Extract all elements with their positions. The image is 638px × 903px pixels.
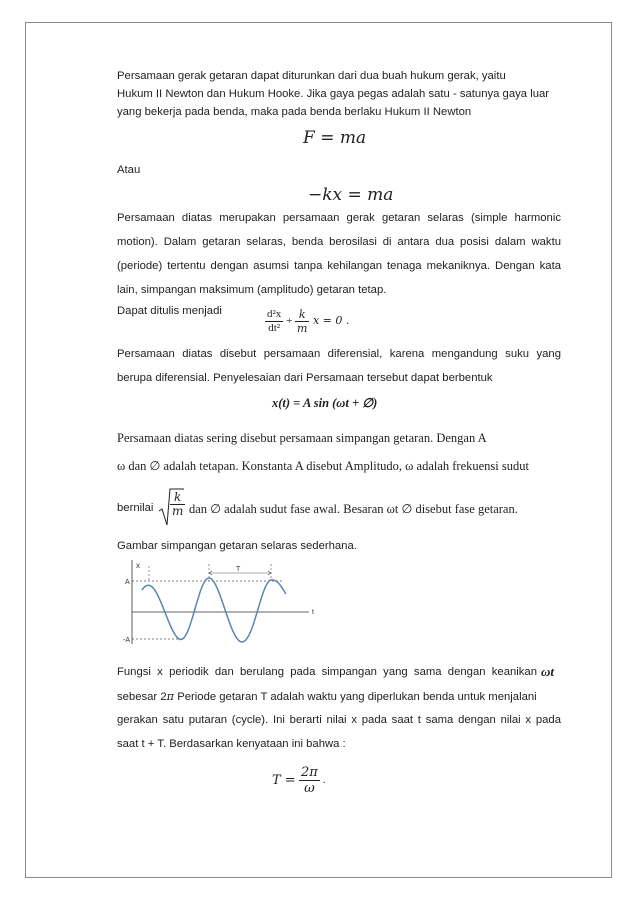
symbol-omega-t: ωt: [541, 664, 555, 679]
text-line: yang bekerja pada benda, maka pada benda berlaku Hukum II Newton: [117, 106, 472, 118]
figure-caption: Gambar simpangan getaran selaras sederhana.: [117, 540, 357, 552]
figure-wave: [142, 578, 286, 642]
text-line: Persamaan diatas disebut persamaan diferensial, karena mengandung suku yang: [117, 348, 561, 360]
text-line: Fungsi x periodik dan berulang pada simpangan yang sama dengan keanikan: [117, 666, 537, 678]
text-line: Hukum II Newton dan Hukum Hooke. Jika gaya pegas adalah satu - satunya gaya luar: [117, 88, 550, 100]
figure-label-x: x: [136, 561, 140, 570]
equation-differential: $\frac{\text{d²x}}{\text{dt²}}$ + $\frac{k}{m}$ x = 0 .: [267, 308, 350, 335]
text-atau: Atau: [117, 164, 141, 176]
shm-figure: [124, 560, 324, 646]
figure-label-neg-a: -A: [123, 637, 130, 644]
fraction-k-m: $\frac{k}{m}$: [297, 308, 308, 335]
text-line: ω dan ∅ adalah tetapan. Konstanta A disebut Amplitudo, ω adalah frekuensi sudut: [117, 459, 529, 473]
equation-sqrt-k-m: $\frac{k}{m}$: [160, 487, 184, 525]
text-line: (periode) tertentu dengan asumsi tanpa kehilangan tenaga mekaniknya. Dengan kata: [117, 260, 561, 272]
text-bernilai: bernilai: [117, 502, 154, 514]
fraction-d2x-dt2: $\frac{\text{d²x}}{\text{dt²}}$: [267, 308, 282, 334]
text-line: saat t + T. Berdasarkan kenyataan ini bahwa :: [117, 738, 346, 750]
text-line: lain, simpangan maksimum (amplitudo) getaran tetap.: [117, 284, 387, 296]
equation-hooke: −kx = ma: [308, 185, 394, 205]
equation-newton: F = ma: [303, 128, 367, 148]
text-line: Persamaan diatas sering disebut persamaan simpangan getaran. Dengan A: [117, 431, 487, 445]
figure-label-t-axis: t: [312, 609, 314, 616]
text-line: motion). Dalam getaran selaras, benda berosilasi di antara dua posisi dalam waktu: [117, 236, 561, 248]
equation-period: T = $\frac{2\pi}{\omega}$ .: [272, 765, 326, 796]
figure-label-t-period: T: [236, 566, 241, 573]
text-line: gerakan satu putaran (cycle). Ini berarti nilai x pada saat t sama dengan nilai x pada: [117, 714, 561, 726]
text-line: Persamaan gerak getaran dapat diturunkan dari dua buah hukum gerak, yaitu: [117, 70, 506, 82]
text-fase-awal: dan ∅ adalah sudut fase awal. Besaran ωt ∅ disebut fase getaran.: [189, 502, 518, 516]
text-line: Persamaan diatas merupakan persamaan gerak getaran selaras (simple harmonic: [117, 212, 561, 224]
fraction-2pi-omega: $\frac{2\pi}{\omega}$: [300, 765, 318, 796]
figure-label-a: A: [125, 579, 130, 586]
text-dapat-ditulis: Dapat ditulis menjadi: [117, 305, 222, 317]
equation-solution: x(t) = A sin (ωt + ∅): [272, 396, 378, 410]
text-line: berupa diferensial. Penyelesaian dari Persamaan tersebut dapat berbentuk: [117, 372, 493, 384]
text-line: sebesar 2π Periode getaran T adalah waktu yang diperlukan benda untuk menjalani: [117, 690, 537, 703]
